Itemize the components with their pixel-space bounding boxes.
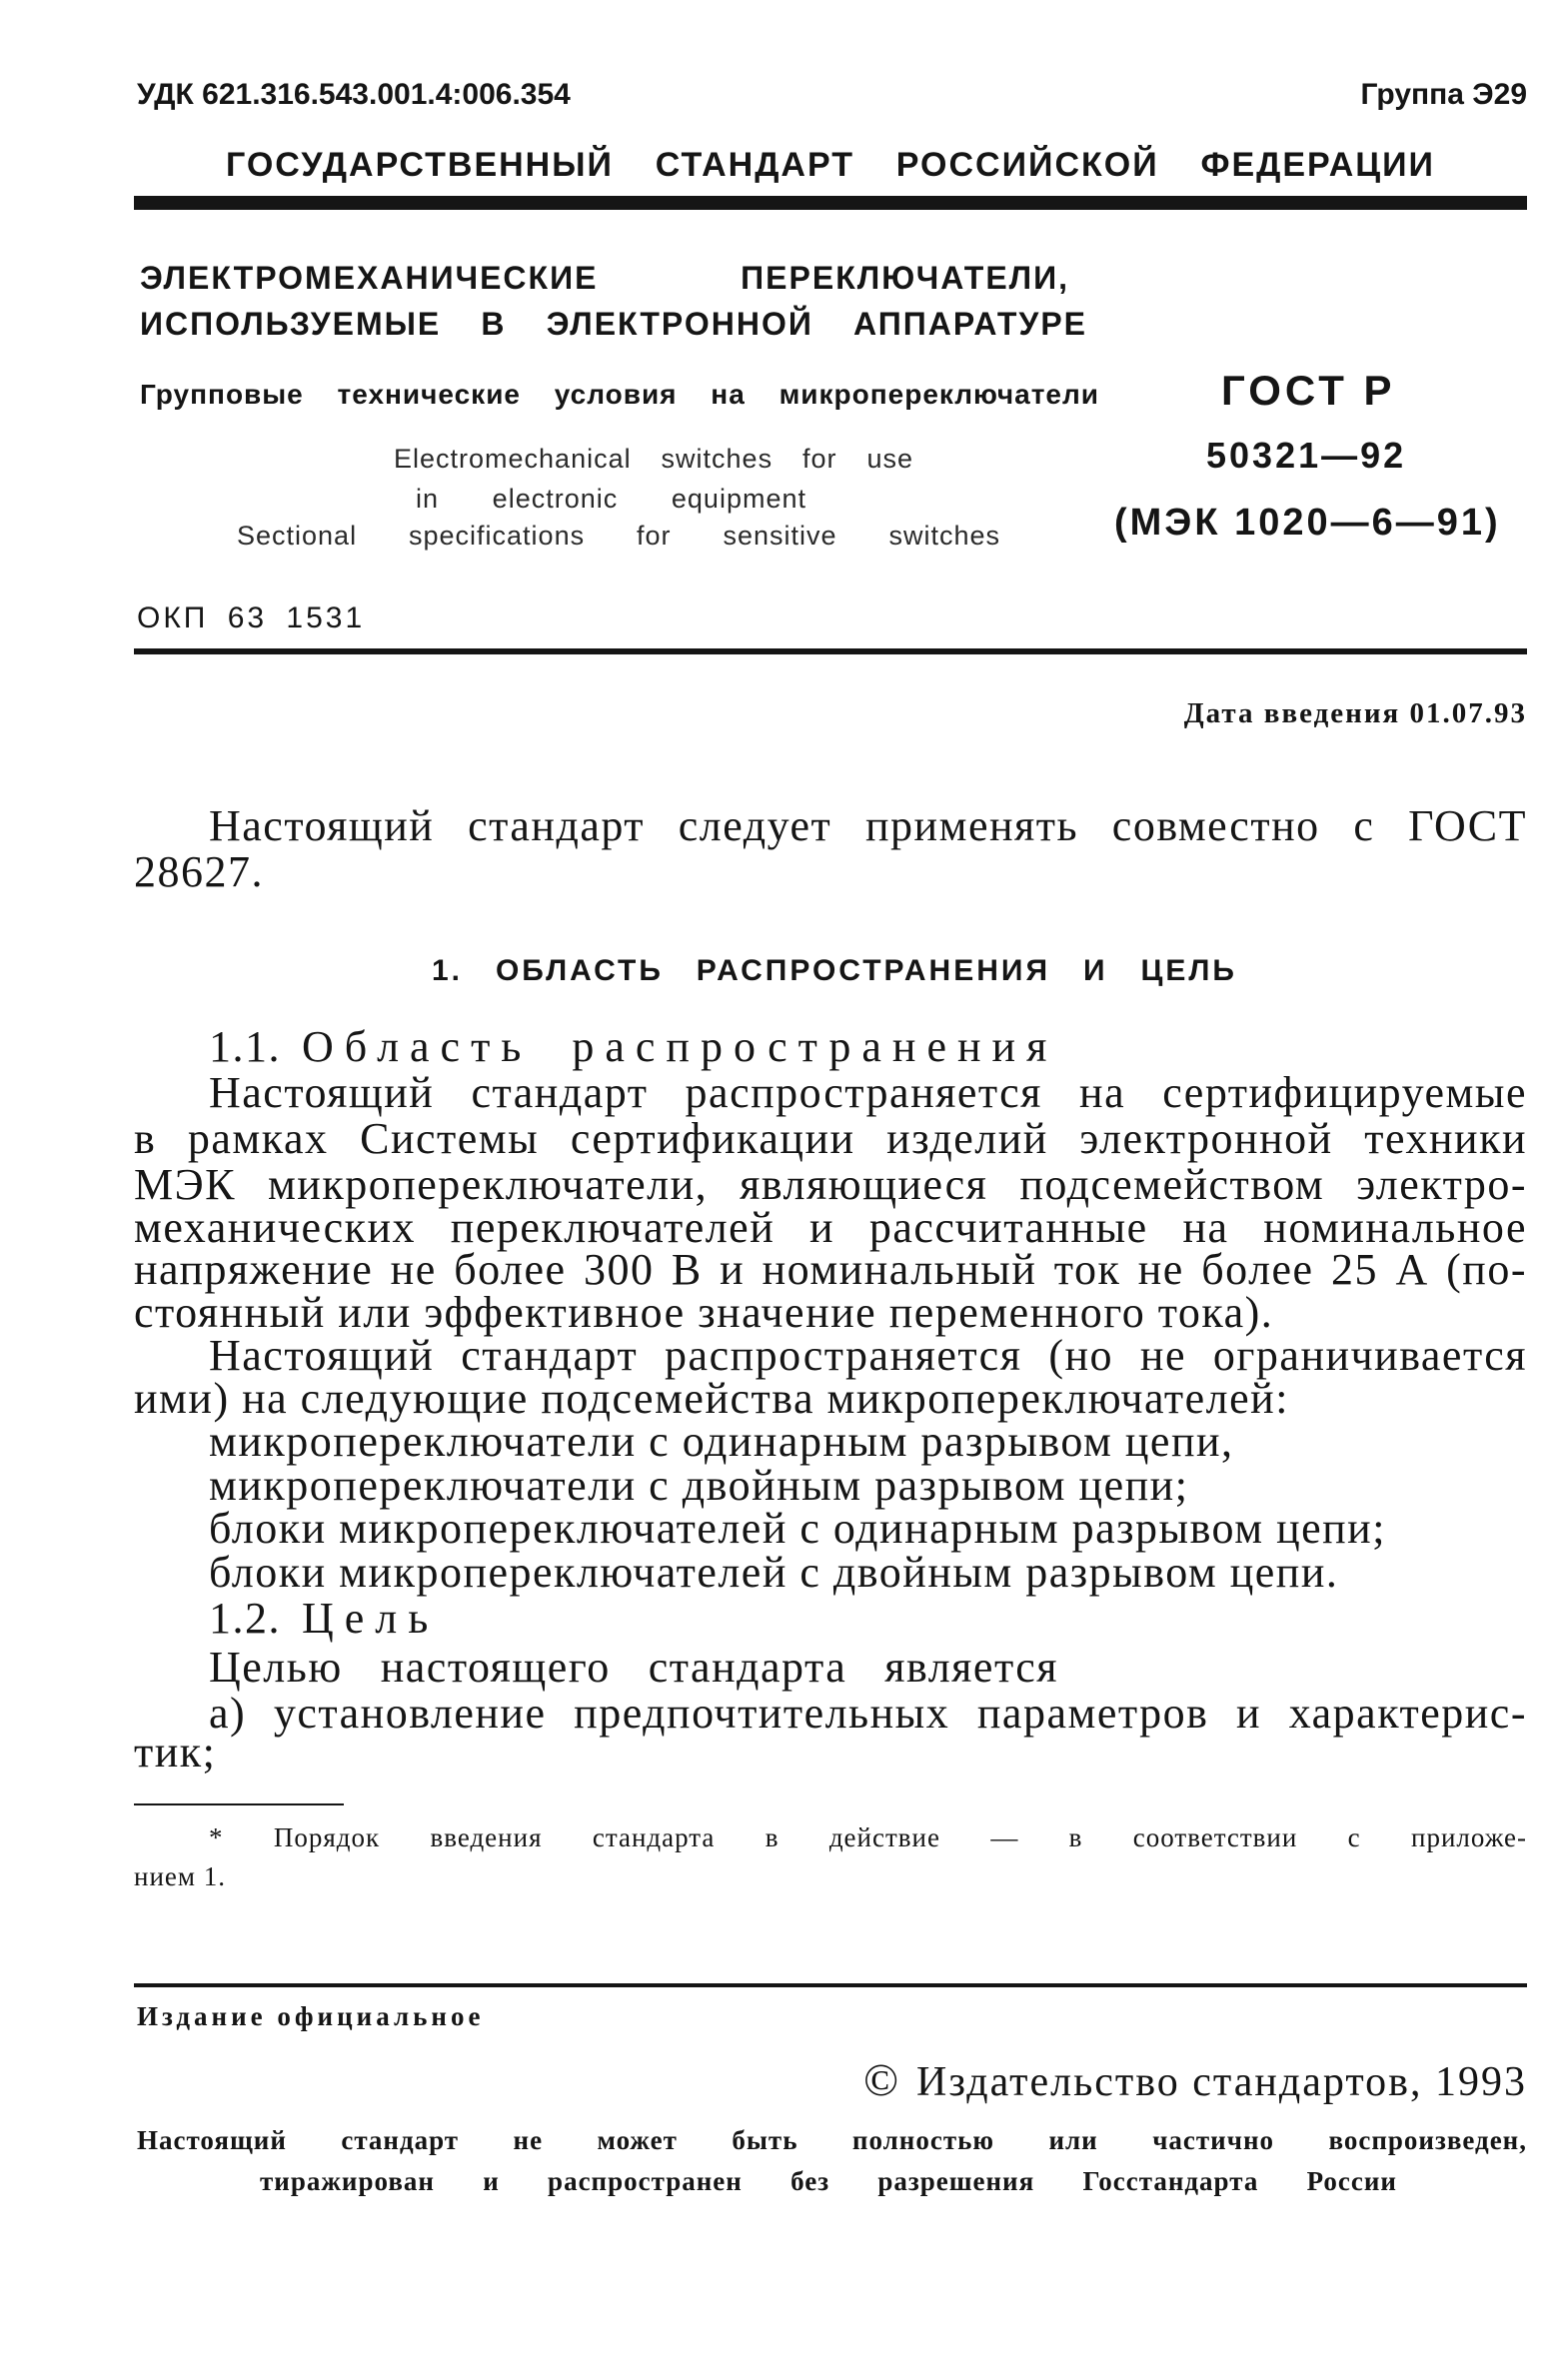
list-item: микропереключатели с одинарным разрывом цепи, bbox=[209, 1417, 1234, 1466]
body-line: стоянный или эффективное значение переменного тока). bbox=[134, 1288, 1274, 1337]
subtitle: Групповые технические условия на микропереключатели bbox=[140, 379, 1099, 410]
effective-date: Дата введения 01.07.93 bbox=[1183, 697, 1527, 729]
body-line: Целью настоящего стандарта является bbox=[209, 1643, 1058, 1692]
body-line: Настоящий стандарт распространяется (но не ограничивается bbox=[209, 1331, 1527, 1380]
title-line: ЭЛЕКТРОМЕХАНИЧЕСКИЕ ПЕРЕКЛЮЧАТЕЛИ, bbox=[140, 260, 1069, 296]
footnote-line: нием 1. bbox=[134, 1861, 226, 1891]
clause-title: Цель bbox=[302, 1594, 440, 1643]
intro-line: 28627. bbox=[134, 847, 264, 896]
okp-code: ОКП 63 1531 bbox=[137, 601, 366, 634]
udk-code: УДК 621.316.543.001.4:006.354 bbox=[137, 78, 571, 111]
gost-designation: ГОСТ Р bbox=[1221, 367, 1396, 414]
section-heading: 1. ОБЛАСТЬ РАСПРОСТРАНЕНИЯ И ЦЕЛЬ bbox=[432, 954, 1237, 987]
english-title-line: Sectional specifications for sensitive switches bbox=[237, 521, 1000, 551]
copyright-symbol: © bbox=[863, 2054, 901, 2105]
body-line: в рамках Системы сертификации изделий электронной техники bbox=[134, 1114, 1527, 1163]
standard-number: 50321—92 bbox=[1206, 435, 1407, 476]
footer-rule bbox=[134, 1983, 1527, 1987]
body-line: механических переключателей и рассчитанные на номинальное bbox=[134, 1203, 1527, 1252]
body-line: МЭК микропереключатели, являющиеся подсемейством электро- bbox=[134, 1160, 1527, 1209]
english-title-line: in electronic equipment bbox=[416, 484, 806, 514]
footnote-rule bbox=[134, 1803, 344, 1805]
edition-label: Издание официальное bbox=[137, 2001, 485, 2031]
body-line: ими) на следующие подсемейства микропереключателей: bbox=[134, 1374, 1289, 1423]
body-line: а) установление предпочтительных параметров и характерис- bbox=[209, 1689, 1527, 1738]
clause-number: 1.2. bbox=[209, 1594, 281, 1643]
body-line: напряжение не более 300 В и номинальный ток не более 25 А (по- bbox=[134, 1245, 1527, 1294]
list-item: блоки микропереключателей с двойным разрывом цепи. bbox=[209, 1548, 1339, 1597]
body-line: тик; bbox=[134, 1728, 217, 1777]
header-rule bbox=[134, 196, 1527, 210]
copyright bbox=[863, 2052, 1527, 2107]
list-item: блоки микропереключателей с одинарным разрывом цепи; bbox=[209, 1504, 1386, 1553]
body-line: Настоящий стандарт распространяется на сертифицируемые bbox=[209, 1068, 1527, 1117]
clause-title: Область распространения bbox=[302, 1022, 1058, 1071]
english-title-line: Electromechanical switches for use bbox=[394, 444, 913, 474]
list-item: микропереключатели с двойным разрывом цепи; bbox=[209, 1461, 1189, 1510]
iec-reference: (МЭК 1020—6—91) bbox=[1114, 502, 1501, 544]
divider-rule bbox=[134, 648, 1527, 654]
copyright-text: Издательство стандартов, 1993 bbox=[916, 2059, 1527, 2105]
intro-line: Настоящий стандарт следует применять совместно с ГОСТ bbox=[209, 801, 1527, 850]
clause-number: 1.1. bbox=[209, 1022, 281, 1071]
notice-line: Настоящий стандарт не может быть полностью или частично воспроизведен, bbox=[137, 2125, 1527, 2155]
notice-line: тиражирован и распространен без разрешения Госстандарта России bbox=[260, 2166, 1397, 2196]
group-label: Группа Э29 bbox=[1360, 78, 1527, 111]
title-line: ИСПОЛЬЗУЕМЫЕ В ЭЛЕКТРОННОЙ АППАРАТУРЕ bbox=[140, 306, 1087, 342]
state-standard-banner: ГОСУДАРСТВЕННЫЙ СТАНДАРТ РОССИЙСКОЙ ФЕДЕРАЦИИ bbox=[226, 146, 1435, 184]
footnote-line: * Порядок введения стандарта в действие — в соответствии с приложе- bbox=[209, 1822, 1527, 1852]
